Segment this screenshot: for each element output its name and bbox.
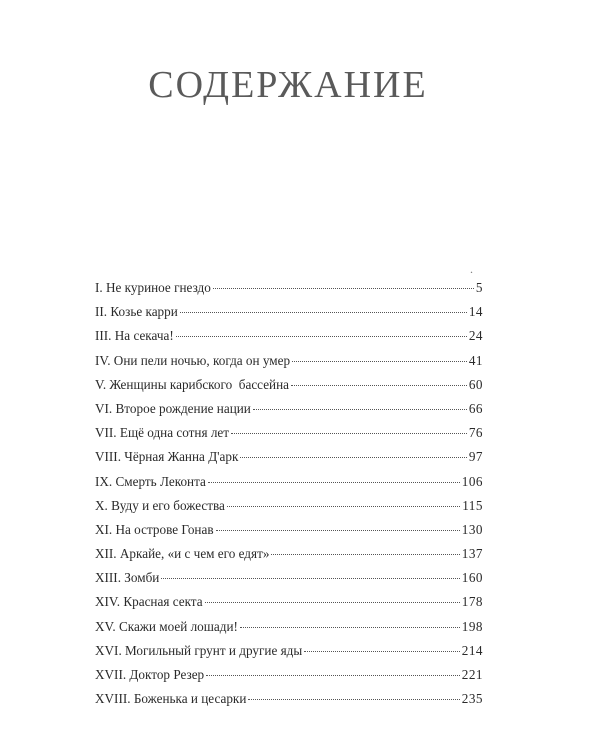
dot-leader bbox=[208, 482, 460, 483]
dot-leader bbox=[216, 530, 460, 531]
toc-entry[interactable] bbox=[95, 324, 483, 348]
toc-entry-page: 130 bbox=[461, 521, 483, 537]
toc-entry-page: 235 bbox=[461, 691, 483, 707]
dot-leader bbox=[304, 651, 459, 652]
toc-entry-title: II. Козье карри bbox=[95, 304, 178, 320]
dot-leader bbox=[292, 361, 467, 362]
toc-entry-title: VII. Ещё одна сотня лет bbox=[95, 425, 230, 441]
dot-leader bbox=[227, 506, 460, 507]
dot-leader bbox=[180, 312, 467, 313]
toc-entry-page: 76 bbox=[468, 425, 483, 441]
toc-entry[interactable] bbox=[95, 687, 483, 711]
toc-entry-title: IX. Смерть Леконта bbox=[95, 473, 206, 489]
dot-leader bbox=[271, 554, 459, 555]
dot-leader bbox=[240, 457, 466, 458]
toc-entry-title: IV. Они пели ночью, когда он умер bbox=[95, 352, 291, 368]
toc-entry[interactable] bbox=[95, 470, 483, 494]
toc-entry[interactable] bbox=[95, 373, 483, 397]
toc-entry-page: 198 bbox=[461, 618, 483, 634]
toc-entry-title: V. Женщины карибского бассейна bbox=[95, 376, 290, 392]
toc-entry-title: XIII. Зомби bbox=[95, 570, 160, 586]
toc-entry[interactable] bbox=[95, 663, 483, 687]
toc-entry[interactable] bbox=[95, 276, 483, 300]
toc-entry-page: 115 bbox=[462, 497, 483, 513]
toc-entry-page: 66 bbox=[468, 400, 483, 416]
toc-entry[interactable] bbox=[95, 590, 483, 614]
dot-leader bbox=[231, 433, 467, 434]
stray-mark: . bbox=[470, 262, 473, 276]
toc-entry-page: 214 bbox=[461, 642, 483, 658]
toc-entry-title: XVI. Могильный грунт и другие яды bbox=[95, 642, 303, 658]
toc-entry[interactable] bbox=[95, 349, 483, 373]
toc-entry-page: 24 bbox=[468, 328, 483, 344]
toc-entry-page: 5 bbox=[475, 280, 483, 295]
toc-entry-title: I. Не куриное гнездо bbox=[95, 280, 211, 295]
table-of-contents bbox=[95, 276, 483, 711]
toc-entry-title: XII. Аркайе, «и с чем его едят» bbox=[95, 546, 270, 562]
toc-entry-title: XIV. Красная секта bbox=[95, 594, 203, 610]
toc-entry-page: 137 bbox=[461, 546, 483, 562]
toc-entry[interactable] bbox=[95, 300, 483, 324]
toc-entry-page: 106 bbox=[461, 473, 483, 489]
toc-entry-page: 221 bbox=[461, 667, 483, 682]
toc-entry-page: 41 bbox=[468, 352, 483, 368]
page-title: СОДЕРЖАНИЕ bbox=[148, 64, 428, 107]
dot-leader bbox=[213, 288, 474, 289]
dot-leader bbox=[291, 385, 467, 386]
toc-entry-title: XVIII. Боженька и цесарки bbox=[95, 691, 247, 707]
toc-entry[interactable] bbox=[95, 494, 483, 518]
dot-leader bbox=[248, 699, 459, 700]
toc-entry-page: 160 bbox=[461, 570, 483, 586]
toc-entry[interactable] bbox=[95, 542, 483, 566]
dot-leader bbox=[161, 578, 459, 579]
toc-entry-title: X. Вуду и его божества bbox=[95, 497, 225, 513]
toc-entry[interactable] bbox=[95, 421, 483, 445]
toc-entry[interactable] bbox=[95, 615, 483, 639]
toc-entry[interactable] bbox=[95, 445, 483, 469]
toc-entry-title: VIII. Чёрная Жанна Д'арк bbox=[95, 449, 239, 465]
toc-entry-page: 60 bbox=[468, 376, 483, 392]
dot-leader bbox=[205, 602, 460, 603]
dot-leader bbox=[240, 627, 460, 628]
toc-entry[interactable] bbox=[95, 639, 483, 663]
dot-leader bbox=[253, 409, 467, 410]
toc-entry[interactable] bbox=[95, 397, 483, 421]
toc-entry-title: XVII. Доктор Резер bbox=[95, 667, 205, 682]
toc-entry-title: XI. На острове Гонав bbox=[95, 521, 214, 537]
toc-entry-page: 97 bbox=[468, 449, 483, 465]
dot-leader bbox=[206, 675, 460, 676]
toc-entry[interactable] bbox=[95, 566, 483, 590]
toc-entry[interactable] bbox=[95, 518, 483, 542]
toc-entry-page: 178 bbox=[461, 594, 483, 610]
toc-entry-page: 14 bbox=[468, 304, 483, 320]
toc-entry-title: XV. Скажи моей лошади! bbox=[95, 618, 238, 634]
toc-entry-title: III. На секача! bbox=[95, 328, 174, 344]
dot-leader bbox=[176, 336, 467, 337]
toc-entry-title: VI. Второе рождение нации bbox=[95, 400, 251, 416]
